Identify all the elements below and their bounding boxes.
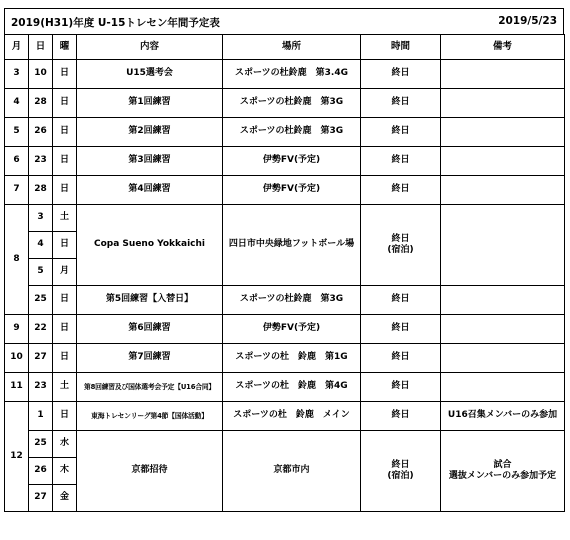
col-note: 備考 <box>441 35 565 60</box>
month-cell: 12 <box>5 402 29 512</box>
day-cell: 27 <box>29 485 53 512</box>
table-row <box>5 89 565 118</box>
month-cell: 3 <box>5 60 29 89</box>
weekday-cell: 日 <box>53 232 77 259</box>
day-cell: 3 <box>29 205 53 232</box>
document-title: 2019(H31)年度 U-15トレセン年間予定表 <box>11 17 220 29</box>
schedule-sheet <box>4 8 564 512</box>
weekday-cell: 日 <box>53 344 77 373</box>
note-cell <box>441 176 565 205</box>
weekday-cell: 日 <box>53 402 77 431</box>
content-cell: U15選考会 <box>77 60 223 89</box>
weekday-cell: 月 <box>53 259 77 286</box>
note-line: 試合 <box>493 459 512 470</box>
time-cell: 終日 <box>361 344 441 373</box>
time-cell: 終日 <box>361 89 441 118</box>
time-cell: 終日 <box>361 402 441 431</box>
day-cell: 22 <box>29 315 53 344</box>
table-row <box>5 431 565 458</box>
content-cell: 第8回練習及び国体選考会予定【U16合同】 <box>77 373 223 402</box>
place-cell: 伊勢FV(予定) <box>223 147 361 176</box>
place-cell: 伊勢FV(予定) <box>223 176 361 205</box>
time-cell: 終日 <box>361 315 441 344</box>
weekday-cell: 日 <box>53 315 77 344</box>
weekday-cell: 日 <box>53 176 77 205</box>
time-cell: 終日 <box>361 176 441 205</box>
month-cell: 10 <box>5 344 29 373</box>
time-line: 終日 <box>391 233 410 244</box>
day-cell: 26 <box>29 118 53 147</box>
content-cell: 第6回練習 <box>77 315 223 344</box>
table-row <box>5 373 565 402</box>
note-cell <box>441 315 565 344</box>
weekday-cell: 土 <box>53 205 77 232</box>
month-cell: 7 <box>5 176 29 205</box>
time-line: 終日 <box>391 459 410 470</box>
month-cell: 8 <box>5 205 29 315</box>
place-cell: 伊勢FV(予定) <box>223 315 361 344</box>
content-cell: 第3回練習 <box>77 147 223 176</box>
time-line: (宿泊) <box>387 245 414 255</box>
table-row <box>5 315 565 344</box>
place-cell: スポーツの杜鈴鹿 第3.4G <box>223 60 361 89</box>
content-cell: Copa Sueno Yokkaichi <box>77 205 223 286</box>
time-cell: 終日 <box>361 373 441 402</box>
content-cell: 第1回練習 <box>77 89 223 118</box>
month-cell: 4 <box>5 89 29 118</box>
weekday-cell: 日 <box>53 147 77 176</box>
month-cell: 9 <box>5 315 29 344</box>
month-cell: 6 <box>5 147 29 176</box>
table-row <box>5 344 565 373</box>
weekday-cell: 金 <box>53 485 77 512</box>
table-row <box>5 118 565 147</box>
content-cell: 第7回練習 <box>77 344 223 373</box>
place-cell: スポーツの杜 鈴鹿 第1G <box>223 344 361 373</box>
month-cell: 11 <box>5 373 29 402</box>
note-cell <box>441 344 565 373</box>
time-cell: 終日 <box>361 60 441 89</box>
note-cell <box>441 373 565 402</box>
day-cell: 28 <box>29 176 53 205</box>
weekday-cell: 日 <box>53 89 77 118</box>
note-cell <box>441 286 565 315</box>
place-cell: スポーツの杜鈴鹿 第3G <box>223 118 361 147</box>
time-cell: 終日 <box>361 286 441 315</box>
weekday-cell: 木 <box>53 458 77 485</box>
note-cell <box>441 60 565 89</box>
col-content: 内容 <box>77 35 223 60</box>
day-cell: 1 <box>29 402 53 431</box>
place-cell: 京都市内 <box>223 431 361 512</box>
time-cell: 終日 <box>361 147 441 176</box>
place-cell: スポーツの杜 鈴鹿 メイン <box>223 402 361 431</box>
content-cell: 第2回練習 <box>77 118 223 147</box>
day-cell: 25 <box>29 286 53 315</box>
content-cell: 京都招待 <box>77 431 223 512</box>
table-row <box>5 147 565 176</box>
weekday-cell: 日 <box>53 286 77 315</box>
col-weekday: 曜 <box>53 35 77 60</box>
weekday-cell: 水 <box>53 431 77 458</box>
table-row <box>5 402 565 431</box>
day-cell: 26 <box>29 458 53 485</box>
note-cell <box>441 431 565 512</box>
table-row <box>5 286 565 315</box>
weekday-cell: 土 <box>53 373 77 402</box>
day-cell: 25 <box>29 431 53 458</box>
time-cell: 終日 <box>361 118 441 147</box>
title-bar <box>4 8 564 34</box>
day-cell: 28 <box>29 89 53 118</box>
table-row <box>5 176 565 205</box>
place-cell: スポーツの杜 鈴鹿 第4G <box>223 373 361 402</box>
time-cell <box>361 431 441 512</box>
weekday-cell: 日 <box>53 60 77 89</box>
note-cell <box>441 205 565 286</box>
day-cell: 5 <box>29 259 53 286</box>
content-cell: 第5回練習【入替日】 <box>77 286 223 315</box>
place-cell: スポーツの杜鈴鹿 第3G <box>223 286 361 315</box>
note-cell <box>441 118 565 147</box>
note-cell: U16召集メンバーのみ参加 <box>441 402 565 431</box>
document-date: 2019/5/23 <box>498 15 557 27</box>
col-place: 場所 <box>223 35 361 60</box>
content-cell: 第4回練習 <box>77 176 223 205</box>
weekday-cell: 日 <box>53 118 77 147</box>
time-cell <box>361 205 441 286</box>
col-day: 日 <box>29 35 53 60</box>
place-cell: 四日市中央緑地フットボール場 <box>223 205 361 286</box>
day-cell: 4 <box>29 232 53 259</box>
col-month: 月 <box>5 35 29 60</box>
day-cell: 10 <box>29 60 53 89</box>
note-cell <box>441 89 565 118</box>
note-line: 選抜メンバーのみ参加予定 <box>448 471 557 481</box>
note-cell <box>441 147 565 176</box>
day-cell: 27 <box>29 344 53 373</box>
col-time: 時間 <box>361 35 441 60</box>
time-line: (宿泊) <box>387 471 414 481</box>
header-row <box>5 35 565 60</box>
month-cell: 5 <box>5 118 29 147</box>
table-row <box>5 205 565 232</box>
place-cell: スポーツの杜鈴鹿 第3G <box>223 89 361 118</box>
day-cell: 23 <box>29 373 53 402</box>
content-cell: 東海トレセンリーグ第4節【国体活動】 <box>77 402 223 431</box>
day-cell: 23 <box>29 147 53 176</box>
table-row <box>5 60 565 89</box>
schedule-table <box>4 34 565 512</box>
